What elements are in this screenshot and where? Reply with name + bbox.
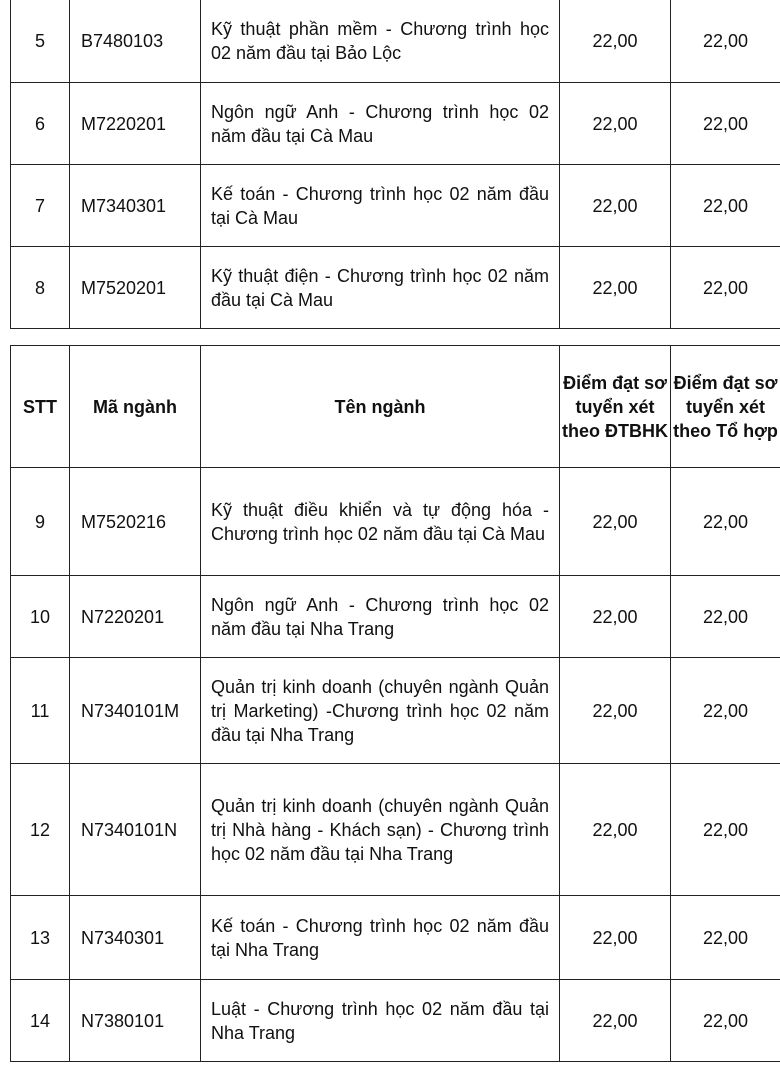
major-code-cell: N7380101 (70, 980, 201, 1062)
table-header-row (11, 346, 780, 468)
score-dtbhk-cell: 22,00 (560, 980, 671, 1062)
score-dtbhk-cell: 22,00 (560, 165, 671, 247)
admission-table-bottom (10, 345, 780, 1062)
major-code-cell: N7340301 (70, 896, 201, 980)
major-code-cell: N7220201 (70, 576, 201, 658)
major-code-cell: M7340301 (70, 165, 201, 247)
major-code-cell: M7520201 (70, 247, 201, 329)
score-dtbhk-cell: 22,00 (560, 658, 671, 764)
table-row (11, 980, 780, 1062)
stt-cell: 8 (11, 247, 70, 329)
header-stt: STT (11, 346, 70, 468)
major-name-cell: Kế toán - Chương trình học 02 năm đầu tại Cà Mau (201, 165, 560, 247)
major-name-cell: Kỹ thuật điện - Chương trình học 02 năm đầu tại Cà Mau (201, 247, 560, 329)
table-row (11, 896, 780, 980)
major-name-cell: Quản trị kinh doanh (chuyên ngành Quản trị Marketing) -Chương trình học 02 năm đầu tại Nha Trang (201, 658, 560, 764)
major-name-cell: Kế toán - Chương trình học 02 năm đầu tại Nha Trang (201, 896, 560, 980)
major-name-cell: Ngôn ngữ Anh - Chương trình học 02 năm đầu tại Nha Trang (201, 576, 560, 658)
header-score-tohop: Điểm đạt sơ tuyển xét theo Tổ hợp (671, 346, 780, 468)
admission-table-top (10, 0, 780, 329)
major-code-cell: N7340101N (70, 764, 201, 896)
stt-cell: 10 (11, 576, 70, 658)
major-code-cell: B7480103 (70, 0, 201, 83)
score-dtbhk-cell: 22,00 (560, 247, 671, 329)
score-tohop-cell: 22,00 (671, 247, 780, 329)
stt-cell: 13 (11, 896, 70, 980)
stt-cell: 14 (11, 980, 70, 1062)
score-tohop-cell: 22,00 (671, 83, 780, 165)
stt-cell: 11 (11, 658, 70, 764)
header-major-code: Mã ngành (70, 346, 201, 468)
table-row (11, 0, 780, 83)
score-tohop-cell: 22,00 (671, 0, 780, 83)
stt-cell: 7 (11, 165, 70, 247)
major-code-cell: M7520216 (70, 468, 201, 576)
score-tohop-cell: 22,00 (671, 980, 780, 1062)
score-dtbhk-cell: 22,00 (560, 764, 671, 896)
score-tohop-cell: 22,00 (671, 764, 780, 896)
table-row (11, 658, 780, 764)
major-name-cell: Luật - Chương trình học 02 năm đầu tại Nha Trang (201, 980, 560, 1062)
header-major-name: Tên ngành (201, 346, 560, 468)
major-code-cell: M7220201 (70, 83, 201, 165)
major-code-cell: N7340101M (70, 658, 201, 764)
stt-cell: 12 (11, 764, 70, 896)
table-row (11, 576, 780, 658)
header-score-dtbhk: Điểm đạt sơ tuyển xét theo ĐTBHK (560, 346, 671, 468)
score-dtbhk-cell: 22,00 (560, 83, 671, 165)
stt-cell: 5 (11, 0, 70, 83)
table-row (11, 468, 780, 576)
table-row (11, 247, 780, 329)
major-name-cell: Kỹ thuật điều khiển và tự động hóa - Chương trình học 02 năm đầu tại Cà Mau (201, 468, 560, 576)
score-dtbhk-cell: 22,00 (560, 0, 671, 83)
page-break-gap (0, 330, 780, 344)
score-dtbhk-cell: 22,00 (560, 896, 671, 980)
score-dtbhk-cell: 22,00 (560, 468, 671, 576)
score-tohop-cell: 22,00 (671, 468, 780, 576)
score-tohop-cell: 22,00 (671, 165, 780, 247)
major-name-cell: Kỹ thuật phần mềm - Chương trình học 02 năm đầu tại Bảo Lộc (201, 0, 560, 83)
stt-cell: 6 (11, 83, 70, 165)
table-row (11, 764, 780, 896)
stt-cell: 9 (11, 468, 70, 576)
score-tohop-cell: 22,00 (671, 576, 780, 658)
score-tohop-cell: 22,00 (671, 658, 780, 764)
major-name-cell: Ngôn ngữ Anh - Chương trình học 02 năm đầu tại Cà Mau (201, 83, 560, 165)
table-row (11, 83, 780, 165)
score-tohop-cell: 22,00 (671, 896, 780, 980)
table-row (11, 165, 780, 247)
score-dtbhk-cell: 22,00 (560, 576, 671, 658)
major-name-cell: Quản trị kinh doanh (chuyên ngành Quản trị Nhà hàng - Khách sạn) - Chương trình học 02 năm đầu tại Nha Trang (201, 764, 560, 896)
